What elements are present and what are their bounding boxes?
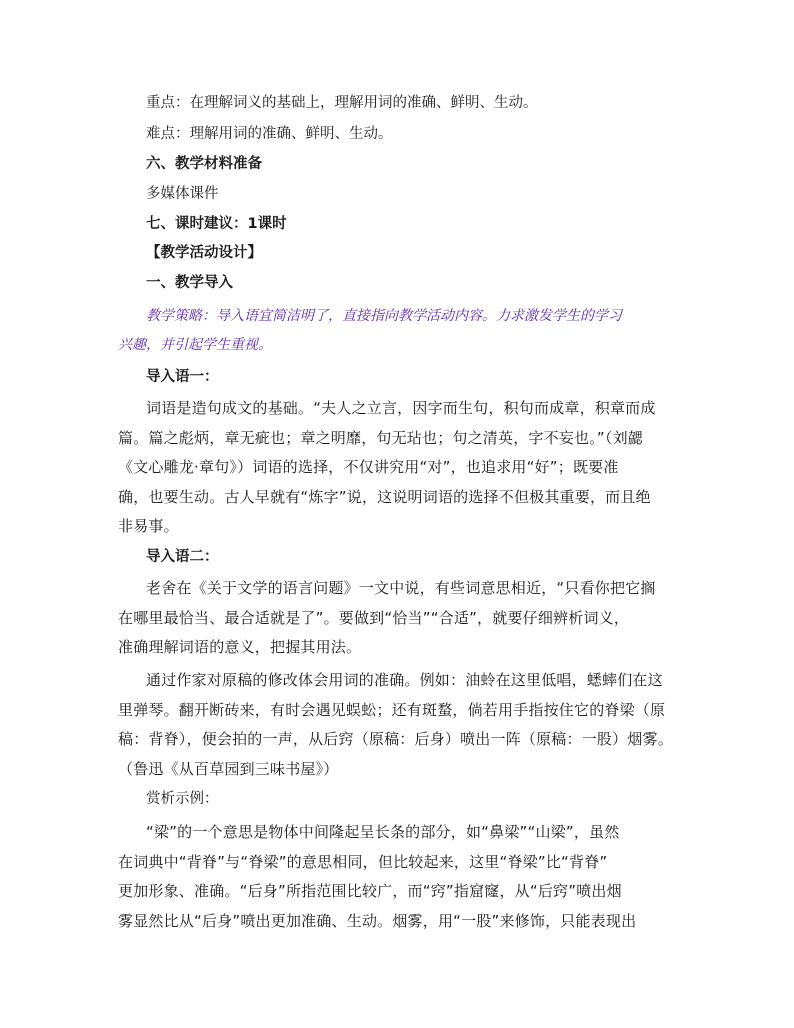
- section7-heading: 七、课时建议：1课时: [146, 216, 287, 232]
- part1-heading: 一、教学导入: [146, 275, 233, 291]
- materials-line: 多媒体课件: [146, 186, 219, 202]
- paragraph-line: （鲁迅《从百草园到三味书屋》）: [118, 759, 339, 778]
- paragraph-line: “梁”的一个意思是物体中间隆起呈长条的部分，如“鼻梁”“山梁”，虽然: [146, 823, 620, 841]
- paragraph-line: 在哪里最恰当、最合适就是了”。要做到“恰当”“合适”，就要仔细辨析词义，: [118, 608, 630, 627]
- paragraph-line: 在词典中“背脊”与“脊梁”的意思相同，但比较起来，这里“脊梁”比“背脊”: [118, 852, 608, 871]
- intro2-heading: 导入语二：: [146, 549, 219, 565]
- paragraph-line: 词语是造句成文的基础。“夫人之立言，因字而生句，积句而成章，积章而成: [146, 399, 656, 417]
- intro1-heading: 导入语一：: [146, 369, 219, 385]
- strategy-line: 兴趣，并引起学生重视。: [118, 337, 272, 353]
- intro2-paragraph: [118, 574, 683, 663]
- analysis-heading: 赏析示例：: [146, 791, 219, 807]
- paragraph-line: 老舍在《关于文学的语言问题》一文中说，有些词意思相近，“只看你把它搁: [146, 579, 656, 597]
- example-paragraph: [118, 666, 683, 784]
- strategy-line: 教学策略：导入语宜简洁明了，直接指向教学活动内容。力求激发学生的学习: [146, 308, 622, 324]
- paragraph-line: 确，也要生动。古人早就有“炼字”说，这说明词语的选择不但极其重要，而且绝: [118, 487, 651, 506]
- analysis-paragraph: [118, 818, 683, 936]
- paragraph-line: 《文心雕龙·章句》）词语的选择，不仅讲究用“对”，也追求用“好”；既要准: [118, 458, 619, 476]
- paragraph-line: 雾显然比从“后身”喷出更加准确、生动。烟雾，用“一股”来修饰，只能表现出: [118, 911, 637, 930]
- paragraph-line: 通过作家对原稿的修改体会用词的准确。例如：油蛉在这里低唱，蟋蟀们在这: [146, 671, 663, 689]
- difficulty-line: 难点：理解用词的准确、鲜明、生动。: [146, 126, 393, 142]
- activity-design-heading: 【教学活动设计】: [146, 245, 262, 261]
- paragraph-line: 篇。篇之彪炳，章无疵也；章之明靡，句无玷也；句之清英，字不妄也。”（刘勰: [118, 428, 643, 447]
- paragraph-line: 更加形象、准确。“后身”所指范围比较广，而“窍”指窟窿，从“后窍”喷出烟: [118, 882, 622, 900]
- paragraph-line: 非易事。: [118, 517, 179, 535]
- paragraph-line: 里弹琴。翻开断砖来，有时会遇见蜈蚣；还有斑蝥，倘若用手指按住它的脊梁（原: [118, 700, 666, 719]
- paragraph-line: 准确理解词语的意义，把握其用法。: [118, 638, 362, 656]
- key-point-line: 重点：在理解词义的基础上，理解用词的准确、鲜明、生动。: [146, 95, 538, 111]
- intro1-paragraph: [118, 394, 683, 542]
- paragraph-line: 稿：背脊），便会拍的一声，从后窍（原稿：后身）喷出一阵（原稿：一股）烟雾。: [118, 730, 673, 748]
- section6-heading: 六、教学材料准备: [146, 156, 262, 172]
- teaching-strategy: [118, 302, 688, 360]
